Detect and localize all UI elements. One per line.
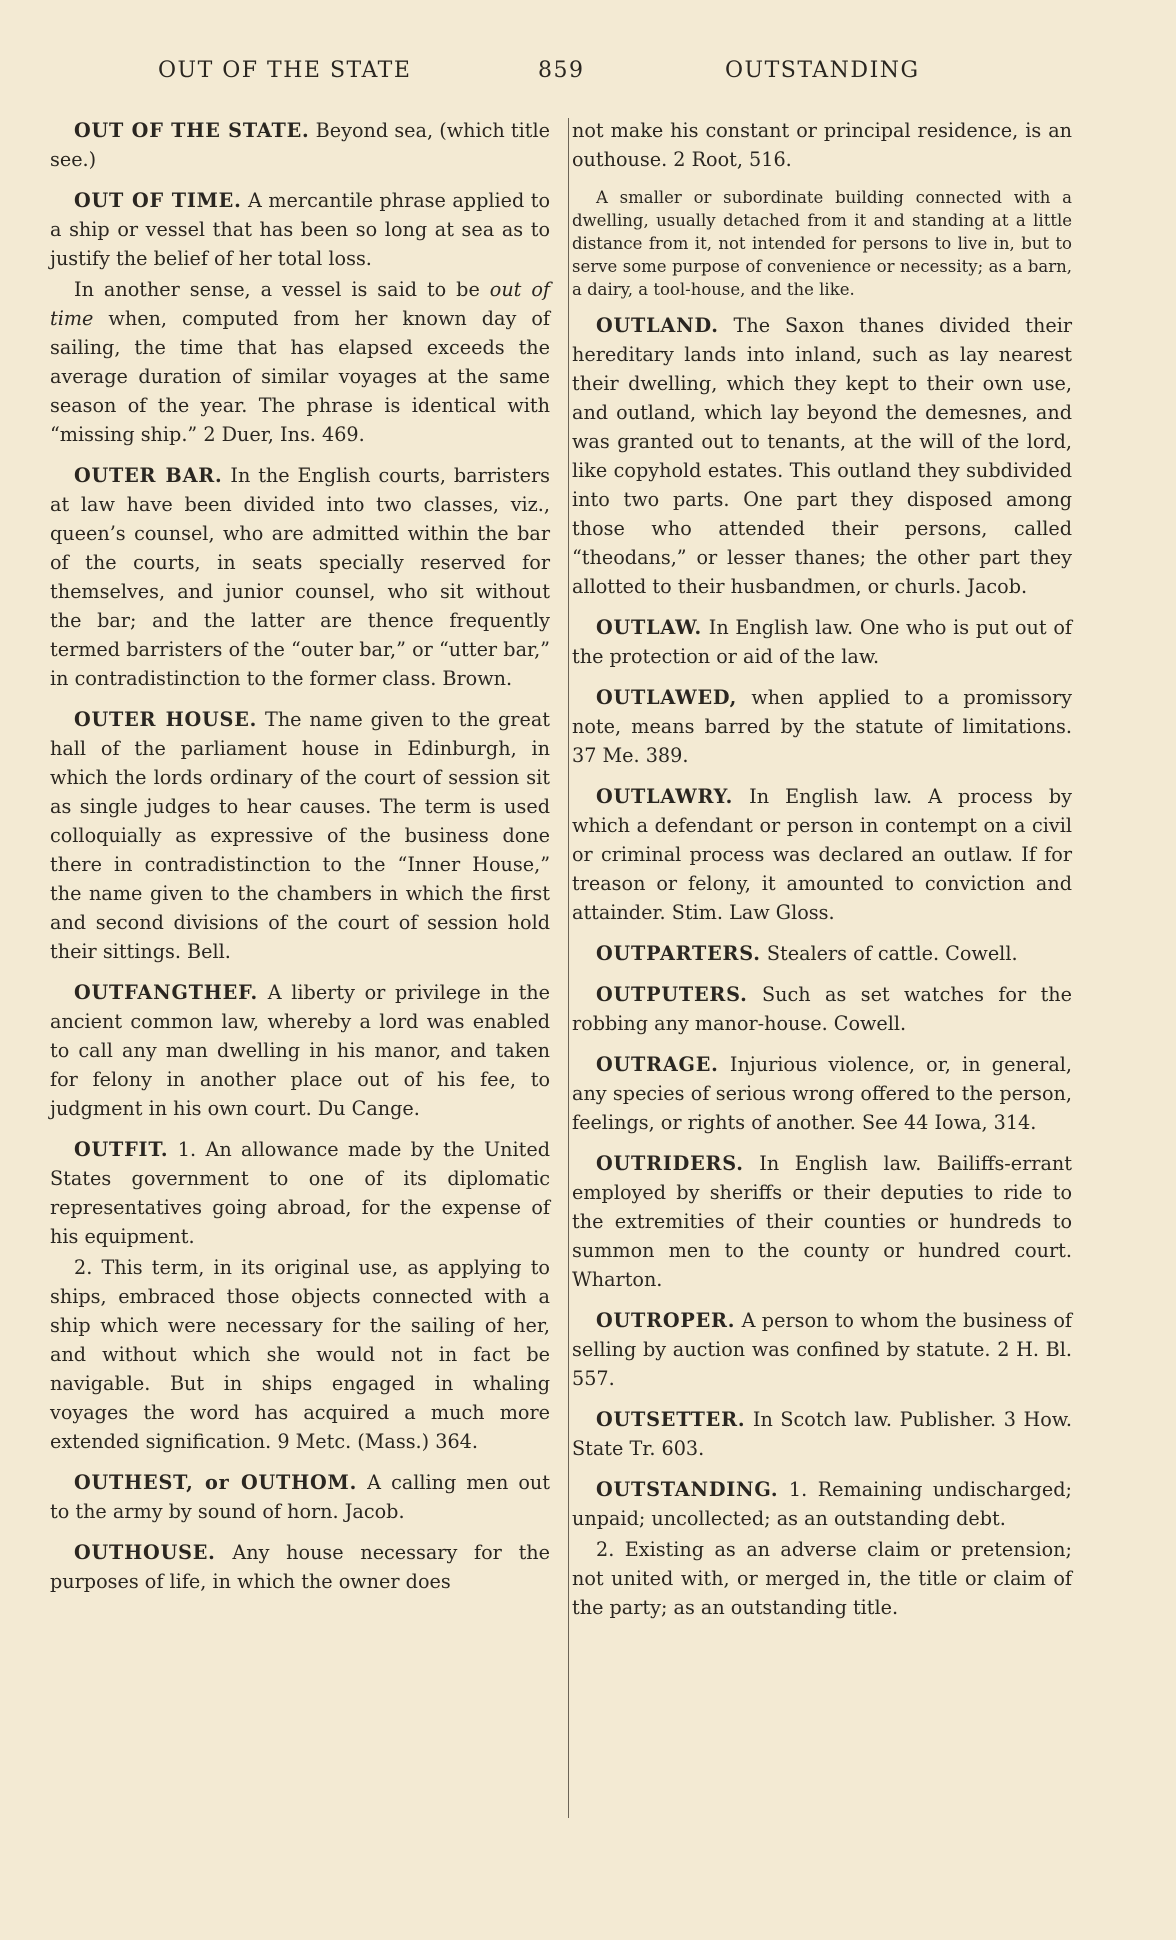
entry-body: In English law. One who is put out of the protection or aid of the law. <box>572 616 1072 668</box>
entry-outputers <box>572 980 1072 1038</box>
entry-body: when applied to a promissory note, means barred by the statute of limitations. 37 Me. 389. <box>572 686 1072 767</box>
entry-headword: OUTLAWRY. <box>596 785 734 808</box>
entry-body: A mercantile phrase applied to a ship or vessel that has been so long at sea as to justify the belief of her total loss. <box>50 189 550 270</box>
page-header <box>0 58 1176 88</box>
entry-headword: OUTER HOUSE. <box>74 708 258 731</box>
entry-body: A person to whom the business of selling by auction was confined by statute. 2 H. Bl. 557. <box>572 1309 1072 1390</box>
entry-body: 1. An allowance made by the United States government to one of its diplomatic representatives going abroad, for the expense of his equipment. <box>50 1138 550 1248</box>
entry-outstanding-sense-2: 2. Existing as an adverse claim or pretension; not united with, or merged in, the title or claim of the party; as an outstanding title. <box>572 1538 1072 1619</box>
entry-body: Stealers of cattle. Cowell. <box>760 942 1018 965</box>
entry-headword: OUTHOUSE. <box>74 1541 216 1564</box>
entry-body: A calling men out to the army by sound of horn. Jacob. <box>50 1471 550 1523</box>
entry-headword: OUTPUTERS. <box>596 983 748 1006</box>
entry-outsetter <box>572 1405 1072 1463</box>
entry-outfit-sense-2: 2. This term, in its original use, as applying to ships, embraced those objects connected with a ship which were necessary for the sailing of her, and without which she would not in fact be navigable. But in ships engaged in whaling voyages the word has acquired a much more extended signification. 9 Metc. (Mass.) 364. <box>50 1256 550 1453</box>
entry-body: In the English courts, barristers at law have been divided into two classes, viz., queen’s counsel, who are admitted within the bar of the courts, in seats specially reserved for themselves, and junior counsel, who sit without the bar; and the latter are thence frequently termed barristers of the “outer bar,” or “utter bar,” in contradistinction to the former class. Brown. <box>50 464 550 690</box>
entry-outfit <box>50 1135 550 1251</box>
entry-body: 1. Remaining undischarged; unpaid; uncollected; as an outstanding debt. <box>572 1478 1072 1530</box>
entry-body: Injurious violence, or, in general, any species of serious wrong offered to the person, feelings, or rights of another. See 44 Iowa, 314. <box>572 1053 1072 1134</box>
entry-headword: OUTRAGE. <box>596 1053 719 1076</box>
italic-term: out of time <box>50 278 550 330</box>
entry-headword: OUT OF THE STATE. <box>74 119 310 142</box>
entry-body: Beyond sea, (which title see.) <box>50 119 550 171</box>
entry-headword: OUTLAW. <box>596 616 702 639</box>
entry-outhouse-continued: not make his constant or principal residence, is an outhouse. 2 Root, 516. <box>572 119 1072 171</box>
entry-outparters <box>572 939 1072 968</box>
entry-headword: OUTRIDERS. <box>596 1152 744 1175</box>
entry-outhest <box>50 1468 550 1526</box>
entry-headword: OUTFANGTHEF. <box>74 981 259 1004</box>
entry-body: In English law. A process by which a defendant or person in contempt on a civil or criminal process was declared an outlaw. If for treason or felony, it amounted to conviction and attainder. Stim. Law Gloss. <box>572 785 1072 924</box>
entry-outer-house <box>50 705 550 966</box>
entry-outhouse <box>50 1538 550 1596</box>
entry-headword: OUTSETTER. <box>596 1408 746 1431</box>
column-divider <box>568 118 569 1818</box>
entry-outer-bar <box>50 461 550 693</box>
entry-body: In Scotch law. Publisher. 3 How. State Tr. 603. <box>572 1408 1072 1460</box>
entry-body: A liberty or privilege in the ancient common law, whereby a lord was enabled to call any man dwelling in his manor, and taken for felony in another place out of his fee, to judgment in his own court. Du Cange. <box>50 981 550 1120</box>
left-column <box>50 116 550 1608</box>
header-right-guideword: OUTSTANDING <box>725 58 920 83</box>
entry-headword: OUTSTANDING. <box>596 1478 779 1501</box>
entry-body: In English law. Bailiffs-errant employed by sheriffs or their deputies to ride to the extremities of their counties or hundreds to summon men to the county or hundred court. Wharton. <box>572 1152 1072 1291</box>
entry-out-of-the-state <box>50 116 550 174</box>
entry-outstanding <box>572 1475 1072 1533</box>
entry-headword: OUTER BAR. <box>74 464 223 487</box>
entry-outlawed <box>572 683 1072 770</box>
entry-outlawry <box>572 782 1072 927</box>
entry-outrage <box>572 1050 1072 1137</box>
entry-outland <box>572 311 1072 601</box>
entry-headword: OUTPARTERS. <box>596 942 761 965</box>
right-column <box>572 116 1072 1634</box>
entry-headword: OUTROPER. <box>596 1309 736 1332</box>
entry-body: The Saxon thanes divided their hereditary lands into inland, such as lay nearest their dwelling, which they kept to their own use, and outland, which lay beyond the demesnes, and was granted out to tenants, at the will of the lord, like copyhold estates. This outland they subdivided into two parts. One part they disposed among those who attended their persons, called “theodans,” or lesser thanes; the other part they allotted to their husbandmen, or churls. Jacob. <box>572 314 1072 598</box>
entry-outroper <box>572 1306 1072 1393</box>
entry-outhouse-note: A smaller or subordinate building connected with a dwelling, usually detached from it and standing at a little distance from it, not intended for persons to live in, but to serve some purpose of convenience or necessity; as a barn, a dairy, a tool-house, and the like. <box>572 188 1072 299</box>
entry-headword: OUTHEST, or OUTHOM. <box>74 1471 358 1494</box>
entry-body: In another sense, a vessel is said to be <box>74 278 490 301</box>
entry-body: Any house necessary for the purposes of life, in which the owner does <box>50 1541 550 1593</box>
entry-outlaw <box>572 613 1072 671</box>
entry-body: when, computed from her known day of sailing, the time that has elapsed exceeds the average duration of similar voyages at the same season of the year. The phrase is identical with “missing ship.” 2 Duer, Ins. 469. <box>50 307 550 446</box>
entry-headword: OUT OF TIME. <box>74 189 242 212</box>
entry-body: Such as set watches for the robbing any manor-house. Cowell. <box>572 983 1072 1035</box>
entry-outfangthef <box>50 978 550 1123</box>
entry-headword: OUTLAWED, <box>596 686 738 709</box>
entry-outriders <box>572 1149 1072 1294</box>
entry-headword: OUTLAND. <box>596 314 719 337</box>
entry-headword: OUTFIT. <box>74 1138 169 1161</box>
entry-out-of-time <box>50 186 550 273</box>
page-number: 859 <box>538 58 585 83</box>
entry-body: The name given to the great hall of the parliament house in Edinburgh, in which the lords ordinary of the court of session sit as single judges to hear causes. The term is used colloquially as expressive of the business done there in contradistinction to the “Inner House,” the name given to the chambers in which the first and second divisions of the court of session hold their sittings. Bell. <box>50 708 550 963</box>
entry-out-of-time-sense-2 <box>50 275 550 449</box>
header-left-guideword: OUT OF THE STATE <box>158 58 412 83</box>
